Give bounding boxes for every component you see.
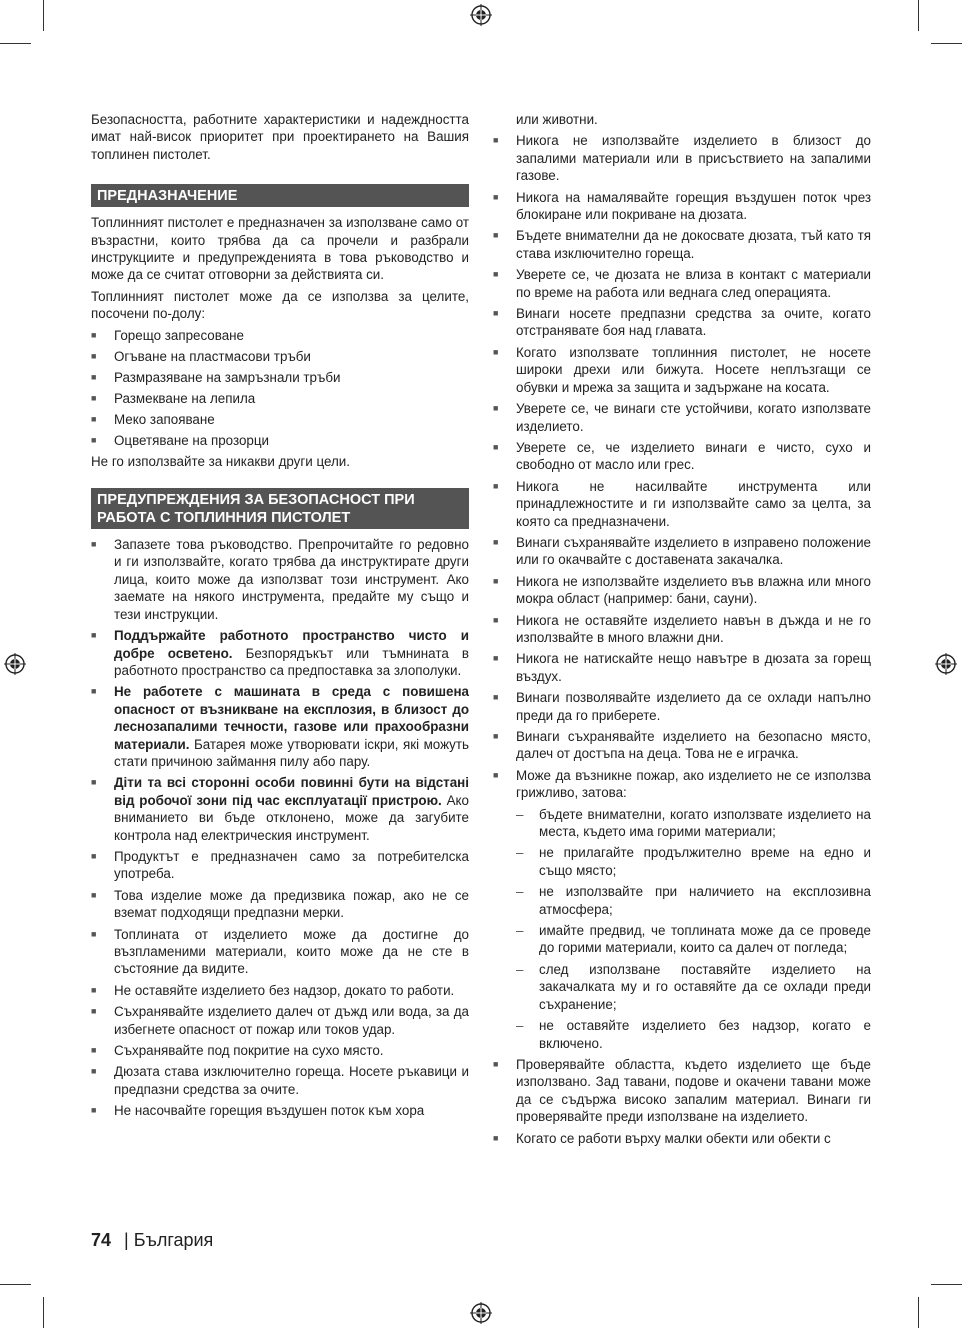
bold-text: Діти та всі сторонні особи повинні бути на відстані від робочої зони під час експлуатації пристрою. xyxy=(114,775,469,808)
list-item xyxy=(91,774,469,844)
list-item: ■ Винаги носете предпазни средства за очите, когато отстранявате боя над главата. xyxy=(493,305,871,340)
crop-mark xyxy=(918,1297,919,1328)
crop-mark xyxy=(0,1284,31,1285)
list-item: ■ Когато използвате топлинния пистолет, не носете широки дрехи или бижута. Носете неплъзгащи се обувки и мрежа за защита и задържане на косата. xyxy=(493,344,871,396)
bold-text: Не работете с машината в среда с повишена опасност от възникване на експлозия, в близост до леснозапалими течности, газове или прахообразни материали. xyxy=(114,684,469,752)
list-item: ■ Винаги съхранявайте изделието в изправено положение или го окачвайте с доставената закачалка. xyxy=(493,534,871,569)
purpose-paragraph: Топлинният пистолет може да се използва за целите, посочени по-долу: xyxy=(91,288,469,322)
page-footer xyxy=(91,1230,213,1251)
list-item: ■ Размекване на лепила xyxy=(91,390,469,407)
registration-mark-icon xyxy=(4,653,26,675)
list-item: ■ Огъване на пластмасови тръби xyxy=(91,348,469,365)
list-item: ■ Запазете това ръководство. Препрочитайте го редовно и ги използвайте, когато трябва да инструктирате други лица, които може да използват този инструмент. Ако заемате на някого инструмента, предайте му също и тези инструкции. xyxy=(91,536,469,623)
list-item: ■ Меко запояване xyxy=(91,411,469,428)
continued-text: или животни. xyxy=(516,112,598,127)
footer-language: България xyxy=(133,1230,214,1250)
dash-item: – не оставяйте изделието без надзор, когато е включено. xyxy=(493,1017,871,1052)
list-item: ■ Не оставяйте изделието без надзор, докато то работи. xyxy=(91,982,469,999)
list-item: ■ Никога не използвайте изделието във влажна или много мокра област (например: бани, сауни). xyxy=(493,573,871,608)
left-column xyxy=(91,111,469,1124)
section-heading-purpose: ПРЕДНАЗНАЧЕНИЕ xyxy=(91,184,469,207)
list-item: ■ Никога не използвайте изделието в близост до запалими материали или в присъствието на запалими газове. xyxy=(493,132,871,184)
dash-item: – бъдете внимателни, когато използвате изделието на места, където има горими материали; xyxy=(493,806,871,841)
warnings-list xyxy=(91,536,469,1120)
registration-mark-icon xyxy=(470,4,492,26)
list-item: ■ Никога на намалявайте горещия въздушен поток чрез блокиране или покриване на дюзата. xyxy=(493,189,871,224)
crop-mark xyxy=(43,0,44,31)
body-text: Батарея може утворювати іскри, які можуть стати причиною займання пилу або пару. xyxy=(114,736,469,769)
list-item: ■ Уверете се, че винаги сте устойчиви, когато използвате изделието. xyxy=(493,400,871,435)
registration-mark-icon xyxy=(470,1302,492,1324)
list-item: ■ Винаги съхранявайте изделието на безопасно място, далеч от достъпа на деца. Това не е играчка. xyxy=(493,728,871,763)
crop-mark xyxy=(931,43,962,44)
list-item: ■ Може да възникне пожар, ако изделието не се използва грижливо, затова: xyxy=(493,767,871,802)
dash-item: – не прилагайте продължително време на едно и също място; xyxy=(493,844,871,879)
section-heading-warnings: ПРЕДУПРЕЖДЕНИЯ ЗА БЕЗОПАСНОСТ ПРИ РАБОТА С ТОПЛИННИЯ ПИСТОЛЕТ xyxy=(91,488,469,529)
right-column xyxy=(493,111,871,1151)
list-item: ■ Никога не оставяйте изделието навън в дъжда и не го използвайте в много влажни дни. xyxy=(493,612,871,647)
list-item: ■ Бъдете внимателни да не докосвате дюзата, тъй като тя става изключително гореща. xyxy=(493,227,871,262)
dash-item: – имайте предвид, че топлината може да се проведе до горими материали, които са далеч от погледа; xyxy=(493,922,871,957)
dash-item: – не използвайте при наличието на експлозивна атмосфера; xyxy=(493,883,871,918)
list-item: ■ Това изделие може да предизвика пожар, ако не се вземат подходящи предпазни мерки. xyxy=(91,887,469,922)
list-item: ■ Горещо запресоване xyxy=(91,327,469,344)
page-number: 74 xyxy=(91,1230,112,1250)
body-text: Ако вниманието ви бъде отклонено, може да загубите контрола над електрическия инструмент. xyxy=(114,792,469,843)
list-item: ■ Уверете се, че дюзата не влиза в контакт с материали по време на работа или веднага след операцията. xyxy=(493,266,871,301)
purpose-paragraph: Не го използвайте за никакви други цели. xyxy=(91,453,350,469)
list-item: ■ Размразяване на замръзнали тръби xyxy=(91,369,469,386)
bold-text: Поддържайте работното пространство чисто и добре осветено. xyxy=(114,628,469,661)
list-item: ■ Оцветяване на прозорци xyxy=(91,432,469,449)
list-item: ■ Когато се работи върху малки обекти или обекти с xyxy=(493,1130,871,1147)
crop-mark xyxy=(43,1297,44,1328)
list-item: ■ Дюзата става изключително гореща. Носете ръкавици и предпазни средства за очите. xyxy=(91,1063,469,1098)
list-item: ■ Продуктът е предназначен само за потребителска употреба. xyxy=(91,848,469,883)
list-item: ■ Никога не насилвайте инструмента или принадлежностите и ги използвайте само за целта, за която са предназначени. xyxy=(493,478,871,530)
list-item: ■ Съхранявайте изделието далеч от дъжд или вода, за да избегнете опасност от пожар или токов удар. xyxy=(91,1003,469,1038)
crop-mark xyxy=(918,0,919,31)
footer-separator: | xyxy=(124,1230,129,1250)
crop-mark xyxy=(0,43,31,44)
list-item xyxy=(91,627,469,679)
list-item: ■ Съхранявайте под покритие на сухо място. xyxy=(91,1042,469,1059)
list-item: ■ Проверявайте областта, където изделието ще бъде използвано. Зад тавани, подове и окачени тавани може да се съдържа високо запалим материал. Винаги ги проверявайте преди използване на изделието. xyxy=(493,1056,871,1126)
purpose-list xyxy=(91,327,469,449)
list-item: ■ Никога не натискайте нещо навътре в дюзата за горещ въздух. xyxy=(493,650,871,685)
list-item: ■ Не насочвайте горещия въздушен поток към хора xyxy=(91,1102,469,1119)
list-item xyxy=(91,683,469,770)
body-text: Безпорядъкът или тъмнината в работното пространство са предпоставка за злополуки. xyxy=(114,645,470,678)
crop-mark xyxy=(931,1284,962,1285)
purpose-paragraph: Топлинният пистолет е предназначен за използване само от възрастни, които трябва да са прочели и разбрали инструкциите и предупрежденията в това ръководство и може да се считат отговорни за действията си. xyxy=(91,215,469,283)
warnings-list-continued xyxy=(493,132,871,1147)
list-item: ■ Уверете се, че изделието винаги е чисто, сухо и свободно от масло или грес. xyxy=(493,439,871,474)
intro-paragraph: Безопасността, работните характеристики и надеждността имат най-висок приоритет при проектирането на Вашия топлинен пистолет. xyxy=(91,112,469,162)
dash-item: – след използване поставяйте изделието на закачалката му и го оставяйте да се охлади преди съхранение; xyxy=(493,961,871,1013)
list-item: ■ Винаги позволявайте изделието да се охлади напълно преди да го приберете. xyxy=(493,689,871,724)
registration-mark-icon xyxy=(935,653,957,675)
list-item: ■ Топлината от изделието може да достигне до възпламеними материали, които може да не сте в състояние да видите. xyxy=(91,926,469,978)
